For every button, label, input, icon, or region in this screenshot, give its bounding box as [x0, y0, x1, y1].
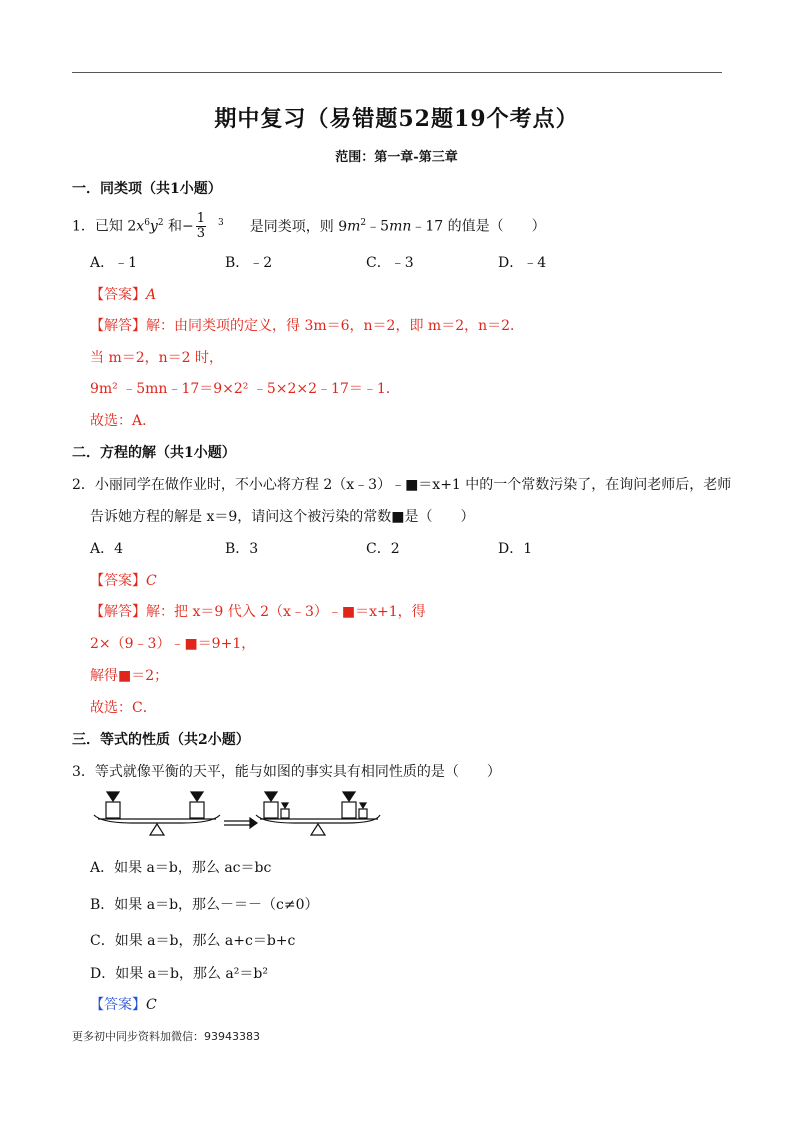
q1-analysis-line-3: 9m² ﹣5mn﹣17＝9×2² ﹣5×2×2﹣17＝﹣1．	[90, 381, 400, 397]
question-number: 1．	[72, 218, 95, 235]
q1-option-d: D．﹣4	[498, 255, 547, 271]
page-subtitle: 范围：第一章-第三章	[335, 150, 458, 165]
question-1-stem: 1．已知 $2x^6y^2$ 和− $\frac{1}{3}$ $^3$ 是同类项，则 $9m^2﹣5mn﹣17$ 的值是（ ）	[72, 211, 546, 241]
q2-answer: 【答案】C	[90, 573, 157, 589]
balance-scale-figure	[92, 790, 382, 840]
q1-analysis-line-2: 当 m＝2，n＝2 时，	[90, 350, 224, 366]
q3-option-c: C．如果 a＝b，那么 a+c＝b+c	[90, 933, 296, 949]
header-rule	[72, 72, 722, 73]
q3-option-a: A．如果 a＝b，那么 ac＝bc	[90, 860, 272, 876]
q1-option-b: B．﹣2	[225, 255, 273, 271]
q2-option-b: B．3	[225, 541, 259, 557]
q2-analysis-line-2: 2×（9﹣3）﹣■＝9+1，	[90, 636, 256, 652]
question-2-stem-line-1: 2．小丽同学在做作业时，不小心将方程 2（x﹣3）﹣■＝x+1 中的一个常数污染了，在询问老师后，老师	[72, 477, 732, 493]
q1-answer: 【答案】A	[90, 287, 157, 303]
q2-analysis-line-3: 解得■＝2；	[90, 668, 169, 684]
q1-option-a: A．﹣1	[90, 255, 138, 271]
q1-analysis-line-4: 故选：A．	[90, 413, 157, 429]
footer-contact: 更多初中同步资料加微信：93943383	[72, 1030, 260, 1043]
balance-after-icon	[256, 792, 380, 835]
question-3-stem: 3．等式就像平衡的天平，能与如图的事实具有相同性质的是（ ）	[72, 764, 501, 780]
q2-option-c: C．2	[366, 541, 400, 557]
q2-option-d: D．1	[498, 541, 533, 557]
q2-option-a: A．4	[90, 541, 124, 557]
page-title: 期中复习（易错题52题19个考点）	[214, 106, 579, 132]
section-heading-1: 一．同类项（共1小题）	[72, 181, 222, 197]
q2-analysis-line-1: 【解答】解：把 x＝9 代入 2（x﹣3）﹣■＝x+1，得	[90, 604, 426, 620]
section-heading-2: 二．方程的解（共1小题）	[72, 445, 236, 461]
q3-option-b: B．如果 a＝b，那么－＝－（c≠0）	[90, 897, 319, 913]
q1-option-c: C．﹣3	[366, 255, 414, 271]
fraction-one-third: $\frac{1}{3}$	[196, 211, 206, 241]
double-arrow-icon	[224, 818, 257, 828]
balance-before-icon	[94, 792, 220, 835]
question-2-stem-line-2: 告诉她方程的解是 x＝9，请问这个被污染的常数■是（ ）	[90, 509, 475, 525]
q3-answer: 【答案】C	[90, 997, 157, 1013]
section-heading-3: 三．等式的性质（共2小题）	[72, 732, 250, 748]
q1-analysis-line-1: 【解答】解：由同类项的定义，得 3m＝6，n＝2，即 m＝2，n＝2．	[90, 318, 525, 334]
q2-analysis-line-4: 故选：C．	[90, 700, 157, 716]
q3-option-d: D．如果 a＝b，那么 a²＝b²	[90, 966, 268, 982]
